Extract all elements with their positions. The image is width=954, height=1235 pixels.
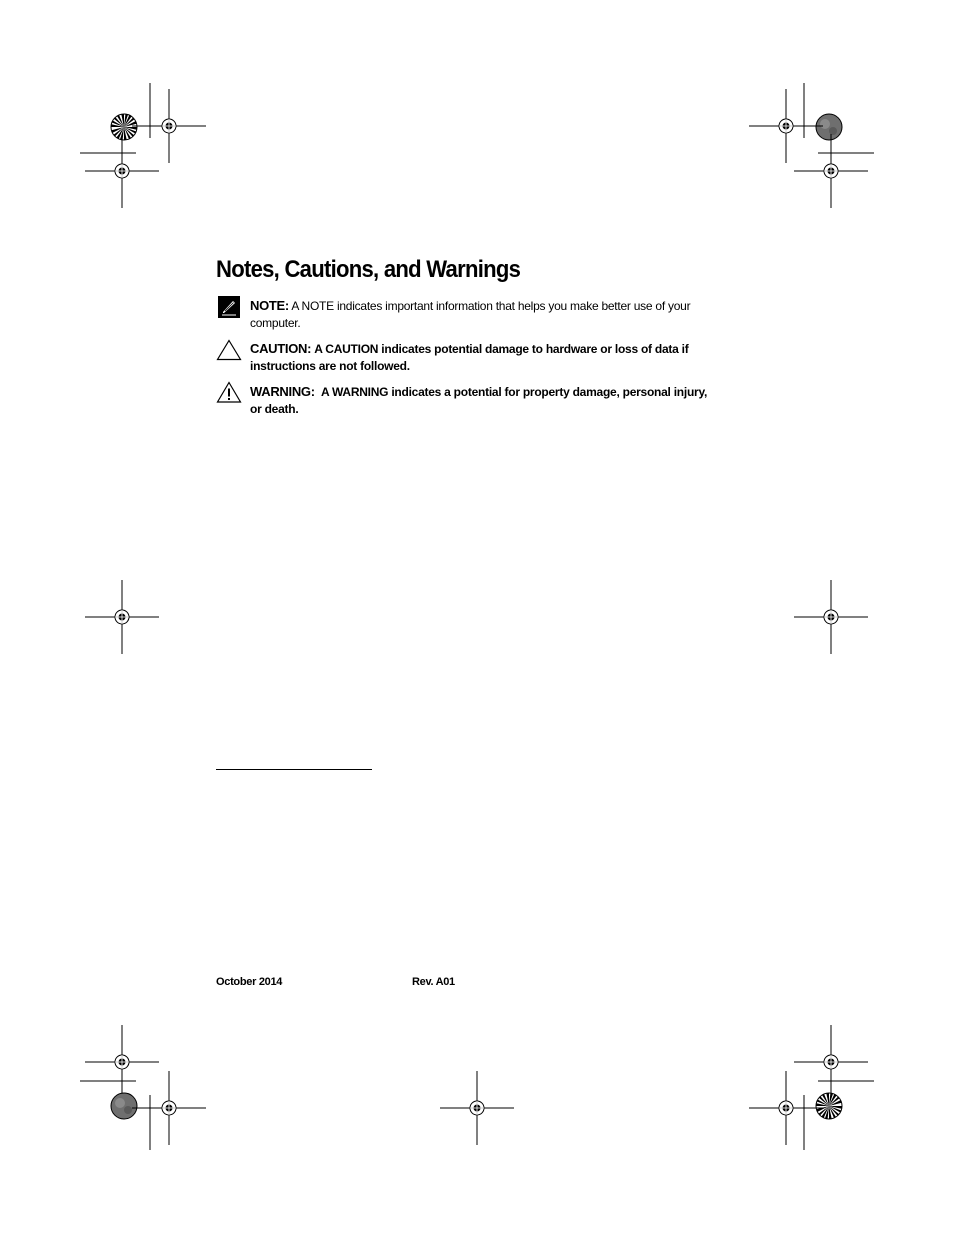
warning-label: WARNING: — [250, 384, 315, 399]
footer-revision: Rev. A01 — [412, 976, 455, 988]
footnote-rule — [216, 769, 372, 770]
caution-label: CAUTION: — [250, 341, 312, 356]
caution-triangle-icon — [216, 339, 242, 361]
warning-exclamation-icon — [216, 381, 242, 404]
caution-notice — [250, 340, 720, 375]
page-title: Notes, Cautions, and Warnings — [216, 256, 521, 283]
warning-notice — [250, 383, 720, 418]
note-label: NOTE: — [250, 298, 289, 313]
note-pencil-icon — [218, 296, 240, 318]
warning-text: A WARNING indicates a potential for property damage, personal injury, or death. — [250, 385, 708, 416]
footer-date: October 2014 — [216, 976, 283, 988]
caution-text: A CAUTION indicates potential damage to hardware or loss of data if instructions are not followed. — [250, 342, 689, 373]
note-notice — [250, 297, 720, 332]
note-text: A NOTE indicates important information that helps you make better use of your computer. — [250, 299, 691, 330]
